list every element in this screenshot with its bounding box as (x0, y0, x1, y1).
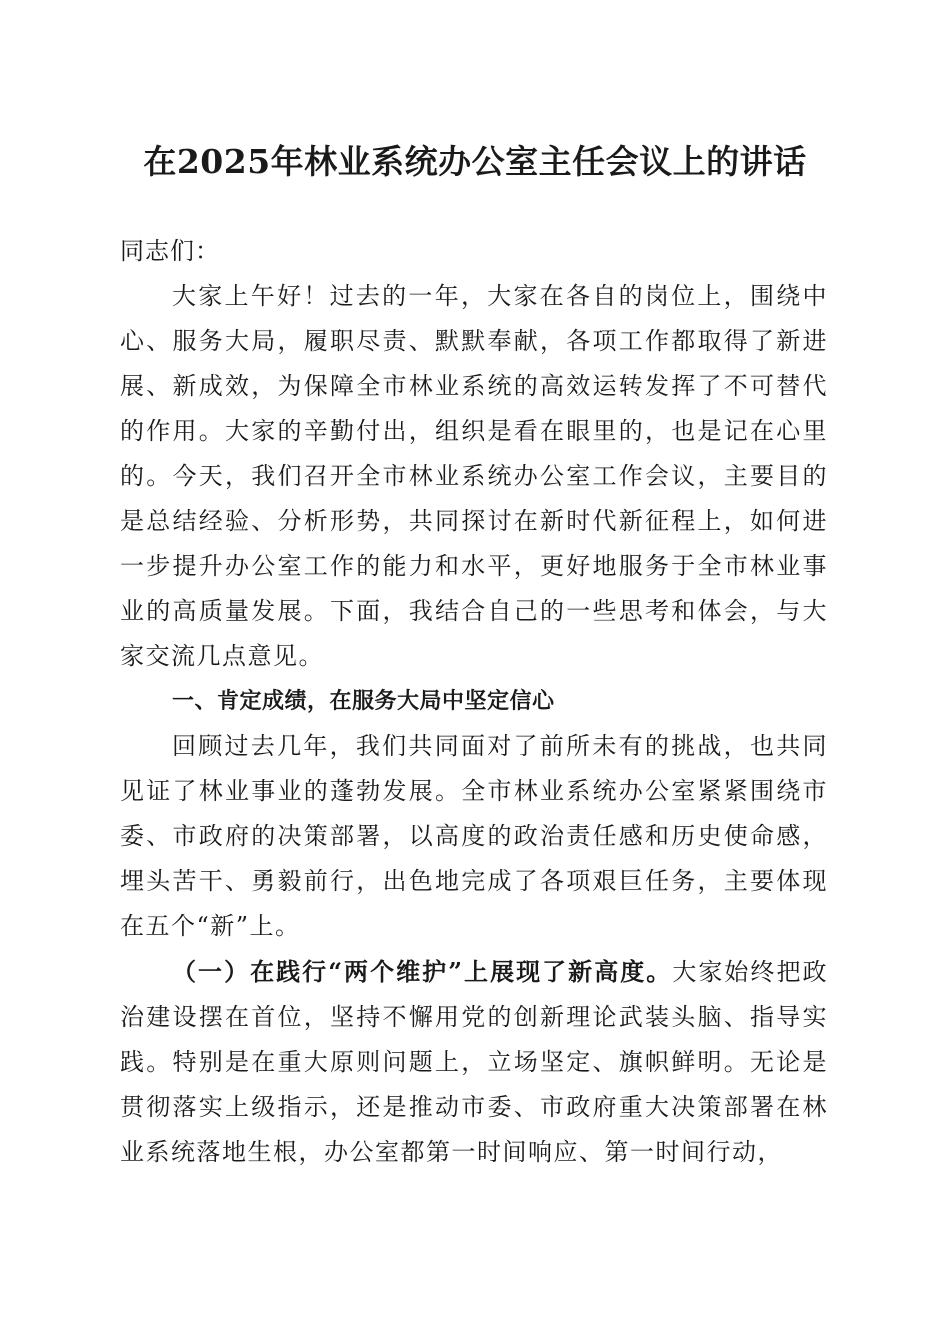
document-title: 在2025年林业系统办公室主任会议上的讲话 (143, 142, 807, 181)
subheading-1: （一）在践行“两个维护”上展现了新高度。 (172, 957, 673, 986)
paragraph-3-text: 大家始终把政治建设摆在首位，坚持不懈用党的创新理论武装头脑、指导实践。特别是在重大原则问题上，立场坚定、旗帜鲜明。无论是贯彻落实上级指示，还是推动市委、市政府重大决策部署在林业系统落地生根，办公室都第一时间响应、第一时间行动， (120, 958, 829, 1166)
section-heading: 一、肯定成绩，在服务大局中坚定信心 (172, 689, 555, 714)
paragraph-review: 回顾过去几年，我们共同面对了前所未有的挑战，也共同见证了林业事业的蓬勃发展。全市林业系统办公室紧紧围绕市委、市政府的决策部署，以高度的政治责任感和历史使命感，埋头苦干、勇毅前行，出色地完成了各项艰巨任务，主要体现在五个“新”上。 (120, 732, 828, 940)
paragraph-opening: 大家上午好！过去的一年，大家在各自的岗位上，围绕中心、服务大局，履职尽责、默默奉献，各项工作都取得了新进展、新成效，为保障全市林业系统的高效运转发挥了不可替代的作用。大家的辛勤付出，组织是看在眼里的，也是记在心里的。今天，我们召开全市林业系统办公室工作会议，主要目的是总结经验、分析形势，共同探讨在新时代新征程上，如何进一步提升办公室工作的能力和水平，更好地服务于全市林业事业的高质量发展。下面，我结合自己的一些思考和体会，与大家交流几点意见。 (120, 282, 828, 670)
document-body (120, 229, 828, 1175)
paragraph-two-maintenances (120, 949, 828, 1175)
greeting: 同志们： (120, 237, 220, 265)
